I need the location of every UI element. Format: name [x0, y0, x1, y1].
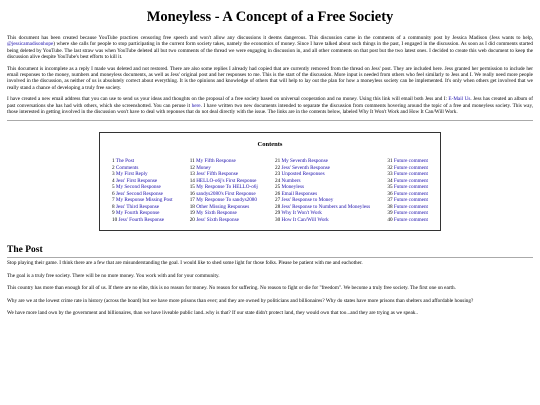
- contents-item-number: 25: [275, 184, 282, 191]
- contents-item-link[interactable]: My Sixth Response: [196, 210, 237, 217]
- contents-grid: [108, 158, 432, 223]
- contents-item-link[interactable]: Jess' First Response: [115, 177, 158, 184]
- contents-item-link[interactable]: Numbers: [281, 177, 301, 184]
- table-of-contents: [99, 132, 441, 231]
- contents-column: [275, 158, 370, 223]
- paragraph-text: This document has been created because YouTube practices censoring free speech and won't allow any discussions it deems dangerous. This discussion came in the comments of a community post by Jessica Madison (Jess wants to help,: [7, 34, 533, 41]
- contents-item-number: 34: [387, 177, 394, 184]
- paragraph-text: . I have written two new documents intended to separate the discussion from comments hovering around the topic of a free and moneyless society. This way, those interested in getting involved in the discussion won't have to deal with reponses that do not deal directly with the issue. The links are in the contents below, labeled Why It Won't Work and How It Can/Will Work.: [7, 102, 534, 115]
- contents-item-link[interactable]: My Second Response: [115, 184, 161, 191]
- divider: [7, 120, 533, 121]
- contents-column: [112, 158, 173, 223]
- contents-item-number: 3: [112, 171, 116, 178]
- intro-paragraph: [7, 66, 533, 92]
- inline-link[interactable]: @jessicamadisonhope: [7, 41, 54, 48]
- contents-item-link[interactable]: Future comment: [393, 210, 428, 217]
- contents-item-link[interactable]: Jess' Third Response: [115, 203, 160, 210]
- contents-item-link[interactable]: My Response Missing Post: [115, 197, 173, 204]
- section-heading: The Post: [7, 245, 533, 258]
- contents-item-number: 12: [189, 164, 197, 171]
- contents-item-number: 33: [387, 171, 394, 178]
- contents-item-link[interactable]: Jess' Fifth Response: [196, 171, 239, 178]
- contents-item-link[interactable]: How It Can/Will Work: [281, 216, 329, 223]
- contents-item-link[interactable]: Why It Won't Work: [281, 210, 322, 217]
- the-post-section: [7, 245, 533, 316]
- contents-item-number: 15: [189, 184, 197, 191]
- contents-item-number: 29: [275, 210, 282, 217]
- contents-item-number: 2: [112, 164, 116, 171]
- contents-column: [190, 158, 258, 223]
- contents-item-link[interactable]: Future comment: [393, 164, 428, 171]
- contents-item-link[interactable]: My Fourth Response: [115, 210, 160, 217]
- page-title: Moneyless - A Concept of a Free Society: [146, 9, 394, 25]
- contents-item-link[interactable]: Future comment: [393, 158, 428, 165]
- contents-item-link[interactable]: Money: [196, 164, 211, 171]
- contents-item-number: 5: [112, 184, 116, 191]
- contents-item-link[interactable]: Other Missing Responses: [196, 203, 250, 210]
- contents-item-link[interactable]: HELLO-o6j's First Response: [196, 177, 257, 184]
- contents-item-link[interactable]: Comments: [115, 164, 139, 171]
- contents-item-number: 7: [112, 197, 116, 204]
- contents-item-link[interactable]: Future comment: [393, 177, 428, 184]
- contents-item-number: 26: [275, 190, 282, 197]
- contents-item[interactable]: [387, 217, 428, 224]
- contents-item[interactable]: [275, 217, 370, 224]
- inline-link[interactable]: here: [191, 102, 201, 109]
- paragraph-text: ) where she calls for people to stop participating in the current form society takes, namely the economics of money. Since I have talked about such things in the past, I engaged in the discussion. As soon as I did comments started being deleted by YouTube. The last straw was when YouTube deleted all but two comments of the thread we were engaging in discussion in, and all other comments on that post but the two latest ones. I decided to create this web document to keep the discussion alive despite YouTube's best efforts to kill it.: [7, 41, 533, 61]
- contents-item[interactable]: [190, 217, 258, 224]
- contents-column: [387, 158, 428, 223]
- post-paragraph: Stop playing their game. I think there are a few that are misunderstanding the goal. I would like to shed some light for those folks. Please be patient with me and eachother.: [7, 260, 363, 267]
- contents-item[interactable]: [112, 217, 173, 224]
- contents-item-link[interactable]: Jess' Seventh Response: [281, 164, 330, 171]
- contents-item-number: 4: [112, 177, 116, 184]
- contents-item-link[interactable]: My Response To HELLO-o6j: [196, 184, 258, 191]
- contents-item-number: 6: [112, 190, 116, 197]
- contents-heading: Contents: [257, 141, 283, 149]
- contents-item-link[interactable]: My Response To sandys2080: [196, 197, 257, 204]
- contents-item-link[interactable]: sandys2080's First Response: [196, 190, 256, 197]
- paragraph-text: I have created a new email address that you can use to send us your ideas and thoughts on the proposal of a free society based on universal cooperation and no money. Using this link will email both Jess and I:: [7, 96, 449, 103]
- contents-item-link[interactable]: Jess' Response to Numbers and Moneyless: [281, 203, 371, 210]
- contents-item-number: 9: [112, 210, 116, 217]
- contents-item-link[interactable]: Jess' Response to Money: [281, 197, 334, 204]
- contents-item-link[interactable]: Unposted Responses: [281, 171, 325, 178]
- contents-item-number: 17: [189, 197, 197, 204]
- contents-item-link[interactable]: Future comment: [393, 171, 428, 178]
- contents-item-number: 40: [387, 216, 394, 223]
- contents-item-number: 22: [275, 164, 282, 171]
- contents-item-number: 11: [189, 158, 196, 165]
- contents-item-number: 31: [387, 158, 394, 165]
- contents-item-link[interactable]: Future comment: [393, 184, 428, 191]
- contents-item-link[interactable]: My Seventh Response: [281, 158, 328, 165]
- paragraph-text: . Jess has created an album of past conversations she has had with others, which she screenshotted. You can peruse it: [7, 96, 533, 109]
- contents-item-link[interactable]: Future comment: [393, 203, 428, 210]
- contents-item-number: 10: [112, 216, 119, 223]
- contents-item-number: 18: [189, 203, 197, 210]
- contents-item-link[interactable]: Jess' Second Response: [115, 190, 163, 197]
- contents-item-number: 27: [275, 197, 282, 204]
- contents-item-number: 36: [387, 190, 394, 197]
- post-paragraph: This country has more than enough for all of us. If there are no elite, this is no reason for money. No reason for suffering. No reason to fight or die for "freedom". We become a truly free society. The first one on earth.: [7, 285, 456, 292]
- contents-item-number: 1: [112, 158, 116, 165]
- contents-item-number: 28: [275, 203, 282, 210]
- post-body: [7, 260, 533, 316]
- contents-item-number: 32: [387, 164, 394, 171]
- contents-item-number: 21: [275, 158, 282, 165]
- contents-item-link[interactable]: The Post: [115, 158, 135, 165]
- intro-paragraph: [7, 35, 533, 61]
- contents-item-link[interactable]: Future comment: [393, 190, 428, 197]
- intro-section: [7, 35, 533, 115]
- intro-paragraph: [7, 96, 533, 115]
- post-paragraph: The goal is a truly free society. There will be no more money. You work with and for your community.: [7, 272, 220, 279]
- contents-item-number: 30: [275, 216, 282, 223]
- contents-item-link[interactable]: Jess' Fourth Response: [118, 216, 165, 223]
- contents-item-link[interactable]: Email Responses: [281, 190, 318, 197]
- contents-item-link[interactable]: My Fifth Response: [196, 158, 236, 165]
- contents-item-number: 19: [189, 210, 197, 217]
- post-paragraph: We have more land own by the government and billionaires, than we have liveable public land..why is that? If our state didn't protect land, they would own that too...and they are trying as we speak..: [7, 310, 418, 317]
- contents-item-number: 16: [189, 190, 197, 197]
- contents-item-link[interactable]: Jess' Sixth Response: [196, 216, 239, 223]
- inline-link[interactable]: E-Mail Us: [448, 96, 471, 103]
- contents-item-number: 37: [387, 197, 394, 204]
- contents-item-link[interactable]: My First Reply: [115, 171, 148, 178]
- contents-item-number: 23: [275, 171, 282, 178]
- contents-item-link[interactable]: Future comment: [393, 216, 428, 223]
- contents-item-number: 13: [189, 171, 197, 178]
- contents-item-number: 14: [189, 177, 197, 184]
- contents-item-number: 38: [387, 203, 394, 210]
- post-paragraph: Why are we at the lowest crime rate in history (across the board) but we have more prisons than ever; and they are owned by politicians and billionaires? Why do states have more prisons than shelters and affordable housing?: [7, 297, 474, 304]
- paragraph-text: This document is incomplete as a reply I made was deleted and not restored. There are also some replies I already had copied that are currently removed from the thread on Jess' post. They are included here. Jess granted her permission to include her email responses to the money, numbers and moneyless documents, as well as Jess' original post and her responses to me. This is the start of the discussion. More input is needed from others who feel similarly to Jess and I. We really need more people involved in the discussion, as neither of us is absolutely correct about everything. It is the opinions and knowledge of others that will help to lay out the plan for how a moneyless society can be implemented. It's only when others get involved that we really stand a chance of developing a truly free society.: [7, 65, 533, 91]
- contents-item-number: 20: [189, 216, 197, 223]
- contents-item-number: 39: [387, 210, 394, 217]
- contents-item-number: 35: [387, 184, 394, 191]
- contents-item-number: 24: [275, 177, 282, 184]
- contents-item-link[interactable]: Moneyless: [281, 184, 304, 191]
- contents-item-link[interactable]: Future comment: [393, 197, 428, 204]
- contents-item-number: 8: [112, 203, 116, 210]
